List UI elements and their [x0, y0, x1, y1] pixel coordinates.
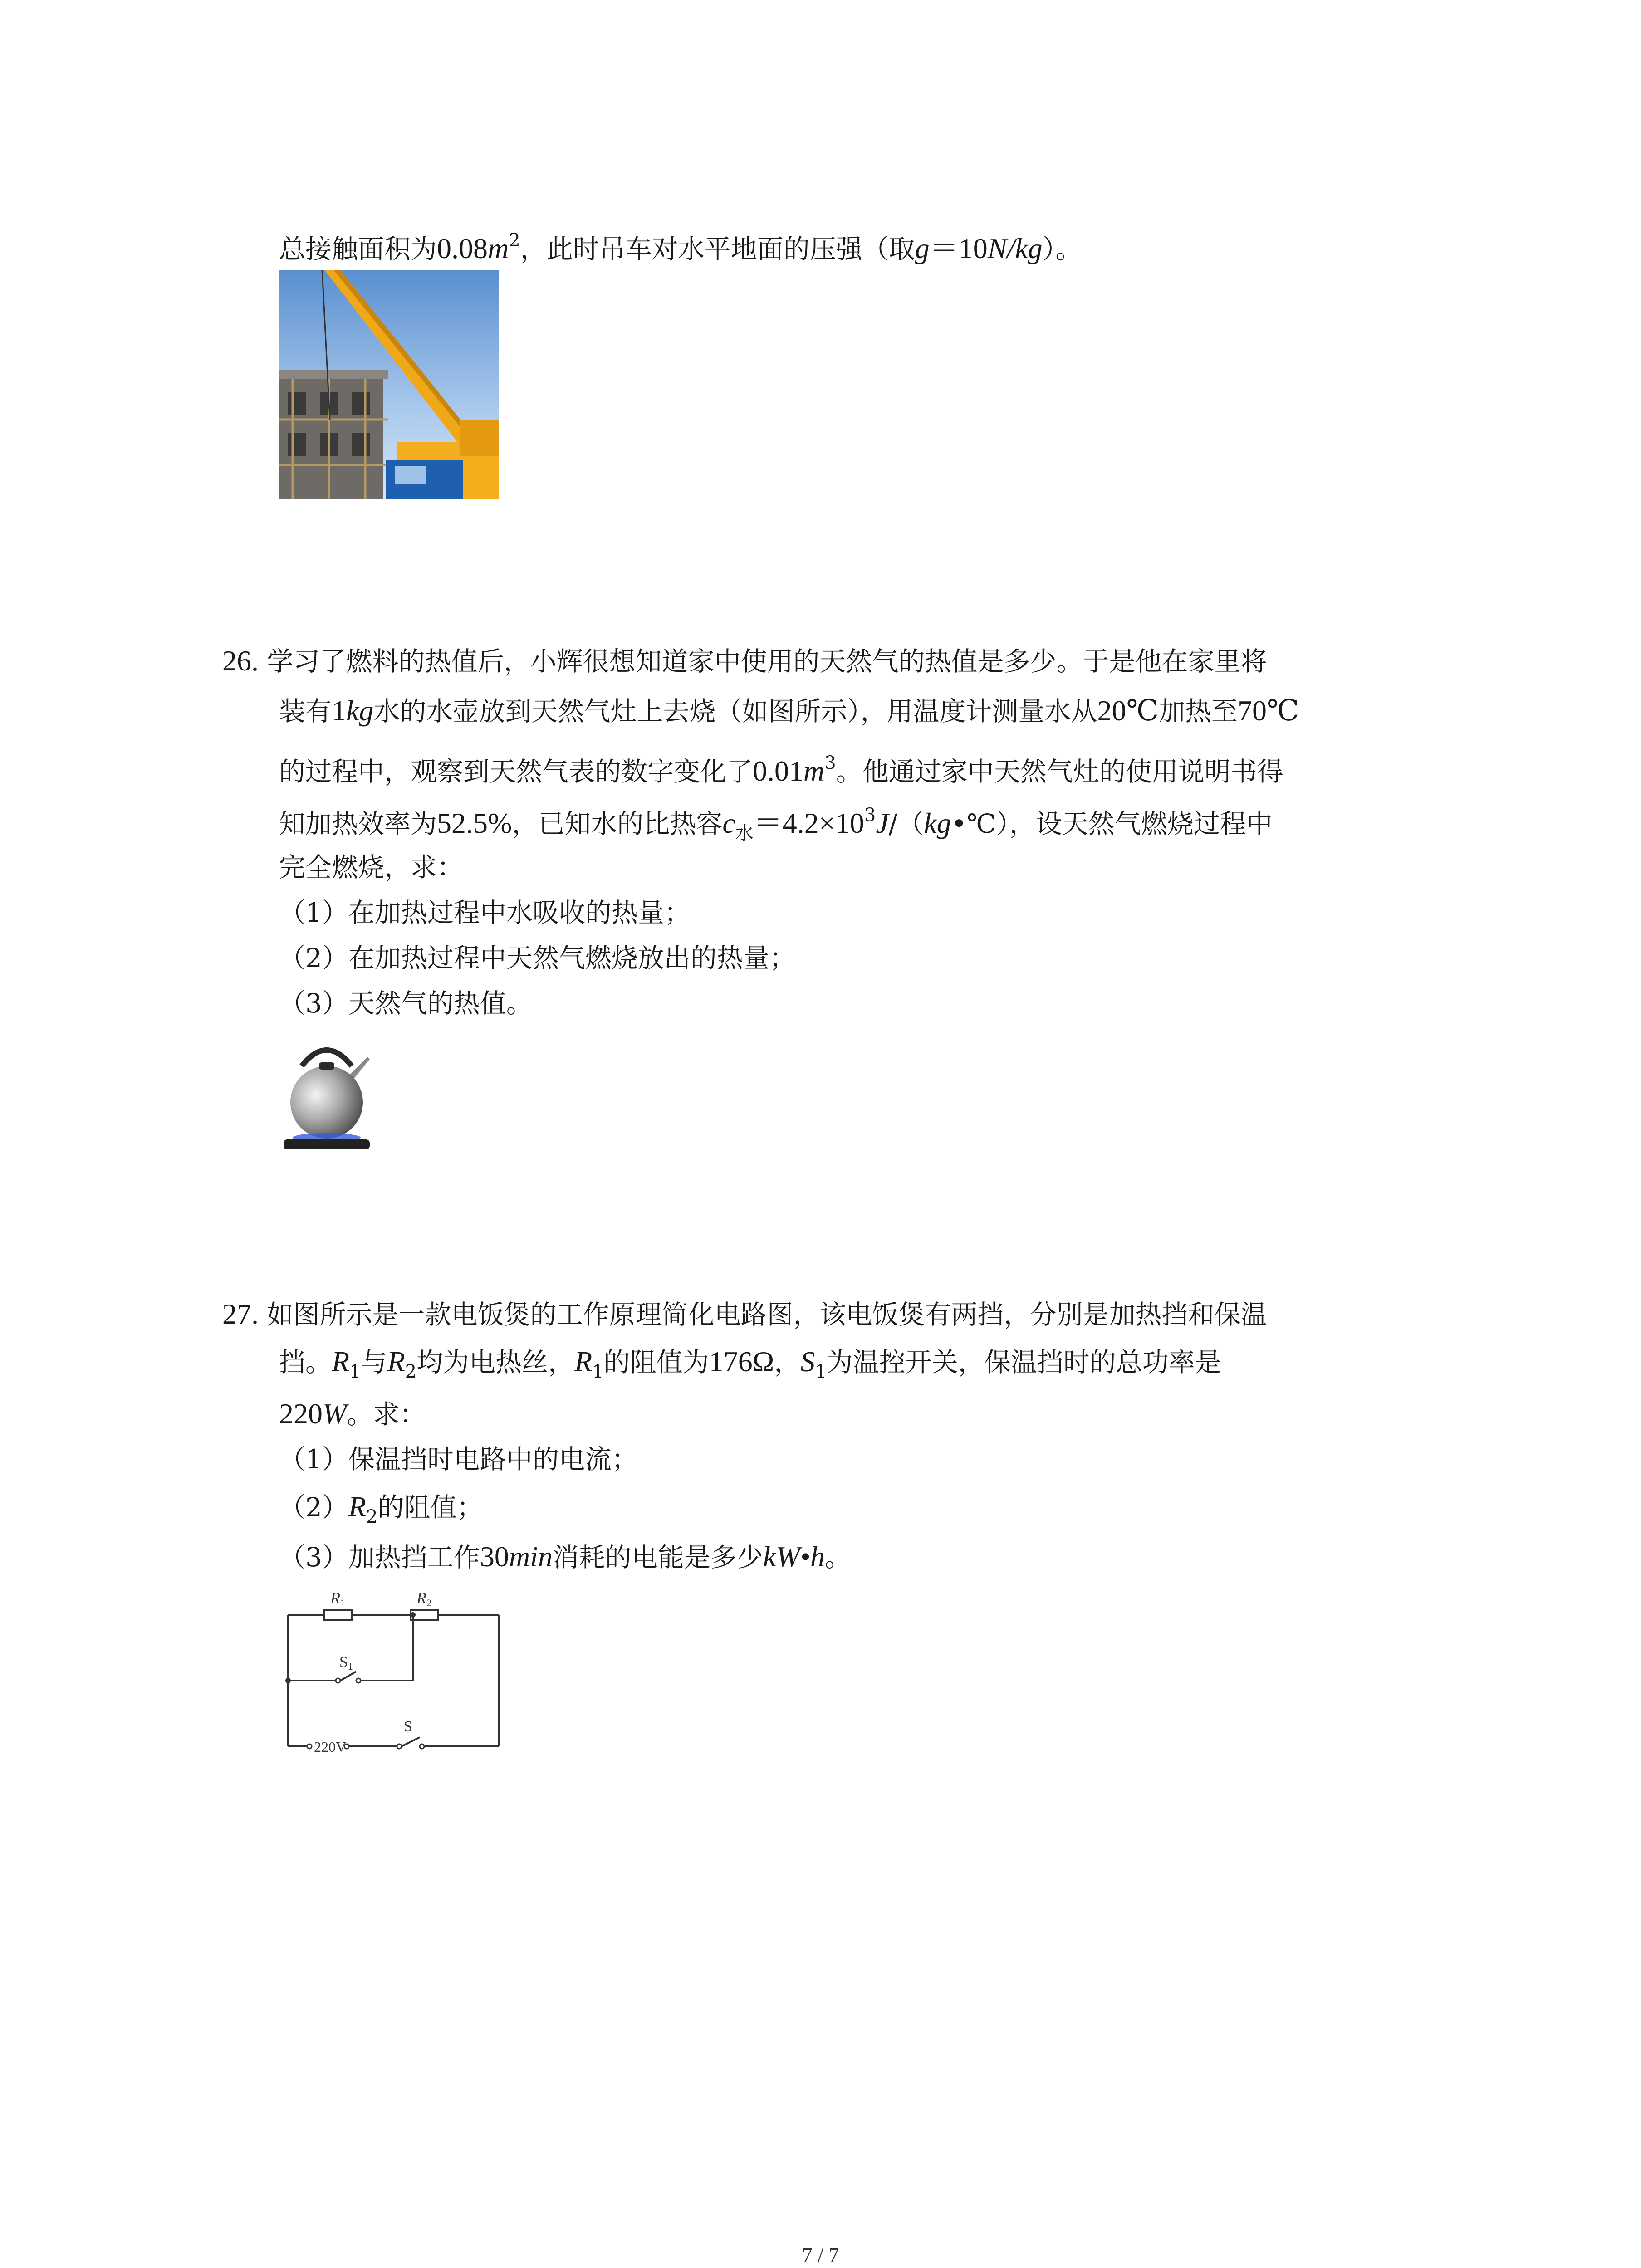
- s-label: S: [404, 1718, 412, 1735]
- q27-sub-1: （1）保温挡时电路中的电流；: [279, 1444, 638, 1475]
- q27-sub-3: （3）加热挡工作30min消耗的电能是多少kW•h。: [279, 1540, 852, 1573]
- q27-sub-2: $(2)R_2$的阻值；: [279, 1491, 483, 1527]
- q26-line-4: 知加热效率为52.5%，已知水的比热容$c_水=4.2\times 10^3J/(kg•℃)$，设天然气燃烧过程中: [279, 805, 1273, 844]
- q27-line-3: 220W。求：: [279, 1398, 426, 1430]
- svg-text:R1: R1: [330, 1589, 345, 1608]
- q25-line-1: 总接触面积为$0.08m^2$，此时吊车对水平地面的压强（取g＝10N/kg）。: [279, 230, 1082, 264]
- circuit-diagram: [272, 1585, 508, 1758]
- q26-line-5: 完全燃烧，求：: [279, 852, 464, 883]
- s1-label: S: [339, 1654, 348, 1671]
- q27-line-1: 27. 如图所示是一款电饭煲的工作原理简化电路图，该电饭煲有两挡，分别是加热挡和保温: [222, 1298, 1267, 1330]
- q27-number: 27.: [222, 1298, 259, 1330]
- voltage-label: 220V: [314, 1739, 347, 1755]
- q26-line-3: 的过程中，观察到天然气表的数字变化了$0.01m^3$。他通过家中天然气灶的使用说明书得: [279, 753, 1283, 787]
- kettle-image: [279, 1034, 374, 1152]
- q27-line-2: 挡。$R_1$与$R_2$均为电热丝，$R_1$的阻值为176Ω，$S_1$为温控开关，保温挡时的总功率是: [279, 1345, 1221, 1382]
- q26-line-1: 26. 学习了燃料的热值后，小辉很想知道家中使用的天然气的热值是多少。于是他在家里将: [222, 645, 1267, 677]
- q26-sub-3: （3）天然气的热值。: [279, 988, 533, 1019]
- q26-sub-2: （2）在加热过程中天然气燃烧放出的热量；: [279, 943, 796, 973]
- q26-line-2: 装有1kg水的水壶放到天然气灶上去烧（如图所示），用温度计测量水从20℃加热至70℃: [279, 694, 1299, 727]
- crane-photo: [279, 270, 499, 499]
- r2-label: R: [416, 1589, 426, 1607]
- r1-resistor: [324, 1610, 352, 1620]
- svg-text:R2: R2: [416, 1589, 431, 1608]
- q26-number: 26.: [222, 645, 259, 677]
- svg-text:S1: S1: [339, 1654, 353, 1672]
- r1-label: R: [330, 1589, 340, 1607]
- q26-sub-1: （1）在加热过程中水吸收的热量；: [279, 897, 691, 928]
- page-number: 7 / 7: [802, 2244, 839, 2267]
